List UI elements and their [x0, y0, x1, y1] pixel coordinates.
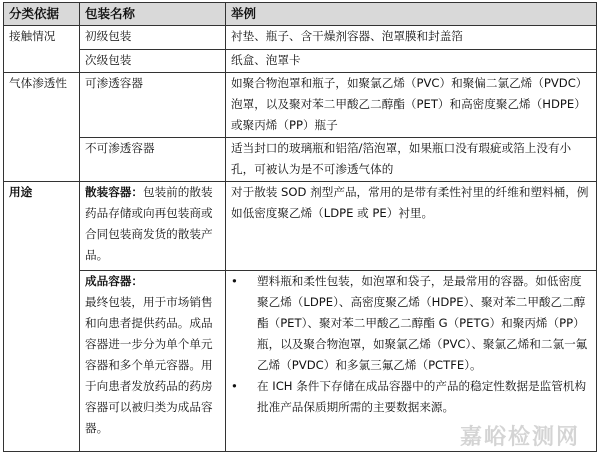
- table-row: [4, 49, 597, 73]
- example-secondary: 纸盒、泡罩卡: [226, 49, 597, 73]
- table-row: [4, 138, 597, 182]
- bullet-icon: •: [231, 274, 238, 288]
- package-name-finished: [80, 271, 226, 452]
- package-name-bulk: [80, 182, 226, 271]
- example-bulk: 对于散装 SOD 剂型产品，常用的是带有柔性衬里的纤维和塑料桶，例如低密度聚乙烯（LDPE 或 PE）衬里。: [226, 182, 597, 271]
- table-row: [4, 73, 597, 138]
- package-name-secondary: 次级包装: [80, 49, 226, 73]
- category-contact: 接触情况: [4, 26, 80, 73]
- bulk-description: 包装前的散装药品存储或向再包装商或合同包装商发货的散装产品。: [85, 185, 213, 262]
- category-gas-permeability: 气体渗透性: [4, 73, 80, 182]
- package-name-permeable: 可渗透容器: [80, 73, 226, 138]
- package-name-impermeable: 不可渗透容器: [80, 138, 226, 182]
- bullet-icon: •: [231, 379, 238, 393]
- packaging-classification-table: [3, 2, 597, 452]
- example-primary: 衬垫、瓶子、含干燥剂容器、泡罩膜和封盖箔: [226, 26, 597, 50]
- bullet-text-1: 塑料瓶和柔性包装，如泡罩和袋子，是最常用的容器。如低密度聚乙烯（LDPE）、高密度聚乙烯（HDPE）、聚对苯二甲酸乙二醇酯（PET）、聚对苯二甲酸乙二醇酯 G（PETG）和聚丙烯（PP）瓶，以及聚合物泡罩，如聚氯乙烯（PVC）、聚氯乙烯和二氯一氟乙烯（PVDC）和多氯三氟乙烯（PCTFE）。: [257, 274, 588, 372]
- bulk-title: 散装容器：: [85, 185, 143, 199]
- header-category: 分类依据: [4, 3, 80, 26]
- finished-title: 成品容器：: [85, 274, 143, 288]
- header-examples: 举例: [226, 3, 597, 26]
- table-row: [4, 26, 597, 50]
- finished-description: 最终包装，用于市场销售和向患者提供药品。成品容器进一步分为单个单元容器和多个单元容器。用于向患者发放药品的药房容器可以被归类为成品容器。: [85, 295, 213, 435]
- example-permeable: 如聚合物泡罩和瓶子，如聚氯乙烯（PVC）和聚偏二氯乙烯（PVDC）泡罩，以及聚对苯二甲酸乙二醇酯（PET）和高密度聚乙烯（HDPE）或聚丙烯（PP）瓶子: [226, 73, 597, 138]
- package-name-primary: 初级包装: [80, 26, 226, 50]
- bullet-text-2: 在 ICH 条件下存储在成品容器中的产品的稳定性数据是监管机构批准产品保质期所需的主要数据来源。: [257, 379, 587, 414]
- watermark-logo: 嘉峪检测网: [459, 425, 580, 450]
- header-package-name: 包装名称: [80, 3, 226, 26]
- bullet-item: [231, 376, 591, 418]
- bullet-item: [231, 271, 591, 376]
- example-impermeable: 适当封口的玻璃瓶和铝箔/箔泡罩，如果瓶口没有瑕疵或箔上没有小孔，可被认为是不可渗透气体的: [226, 138, 597, 182]
- table-header-row: [4, 3, 597, 26]
- table-row: [4, 182, 597, 271]
- category-use: 用途: [4, 182, 80, 452]
